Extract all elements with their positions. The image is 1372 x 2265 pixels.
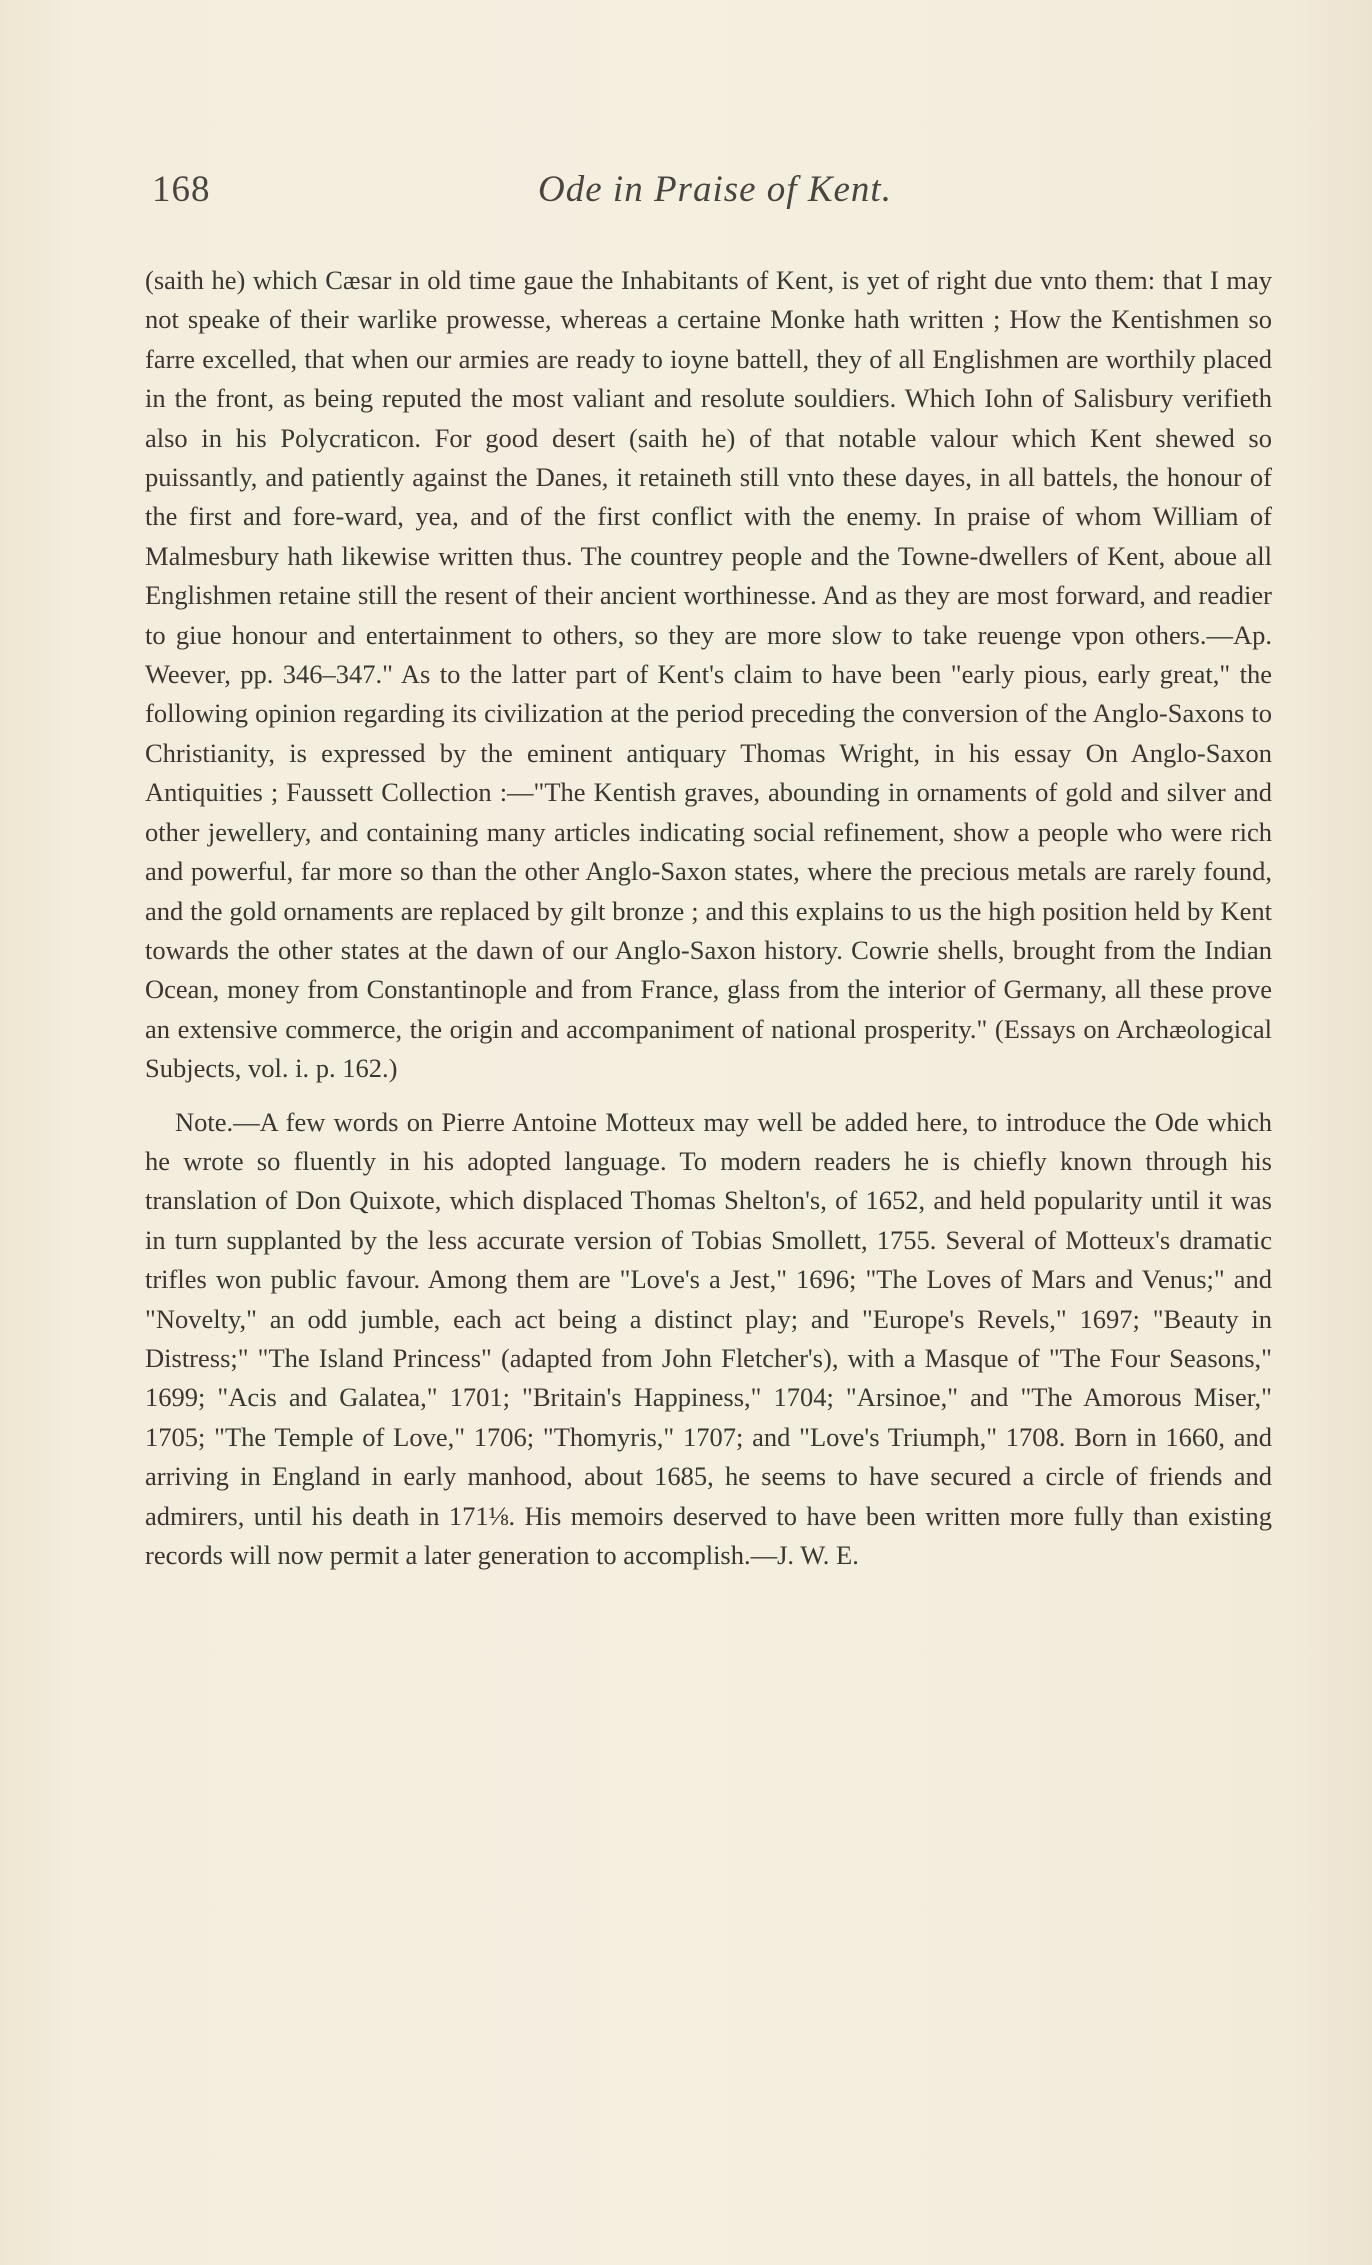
body-text [145, 261, 1272, 1575]
page-number: 168 [152, 169, 211, 210]
page-header [152, 168, 1278, 224]
running-title: Ode in Praise of Kent. [538, 169, 892, 210]
note-paragraph: Note.—A few words on Pierre Antoine Motteux may well be added here, to introduce the Ode which he wrote so fluently in his adopted language. To modern readers he is chiefly known through his translation of Don Quixote, which displaced Thomas Shelton's, of 1652, and held popularity until it was in turn supplanted by the less accurate version of Tobias Smollett, 1755. Several of Motteux's dramatic trifles won public favour. Among them are "Love's a Jest," 1696; "The Loves of Mars and Venus;" and "Novelty," an odd jumble, each act being a distinct play; and "Europe's Revels," 1697; "Beauty in Distress;" "The Island Princess" (adapted from John Fletcher's), with a Masque of "The Four Seasons," 1699; "Acis and Galatea," 1701; "Britain's Happiness," 1704; "Arsinoe," and "The Amorous Miser," 1705; "The Temple of Love," 1706; "Thomyris," 1707; and "Love's Triumph," 1708. Born in 1660, and arriving in England in early manhood, about 1685, he seems to have secured a circle of friends and admirers, until his death in 171⅛. His memoirs deserved to have been written more fully than existing records will now permit a later generation to accomplish.—J. W. E. [145, 1106, 1272, 1570]
paragraph-1: (saith he) which Cæsar in old time gaue the Inhabitants of Kent, is yet of right due vnto them: that I may not speake of their warlike prowesse, whereas a certaine Monke hath written ; How the Kentishmen so farre excelled, that when our armies are ready to ioyne battell, they of all Englishmen are worthily placed in the front, as being reputed the most valiant and resolute souldiers. Which Iohn of Salisbury verifieth also in his Polycraticon. For good desert (saith he) of that notable valour which Kent shewed so puissantly, and patiently against the Danes, it retaineth still vnto these dayes, in all battels, the honour of the first and fore-ward, yea, and of the first conflict with the enemy. In praise of whom William of Malmesbury hath likewise written thus. The countrey people and the Towne-dwellers of Kent, aboue all Englishmen retaine still the resent of their ancient worthinesse. And as they are most forward, and readier to giue honour and entertainment to others, so they are more slow to take reuenge vpon others.—Ap. Weever, pp. 346–347." As to the latter part of Kent's claim to have been "early pious, early great," the following opinion regarding its civilization at the period preceding the conversion of the Anglo-Saxons to Christianity, is expressed by the eminent antiquary Thomas Wright, in his essay On Anglo-Saxon Antiquities ; Faussett Collection :—"The Kentish graves, abounding in ornaments of gold and silver and other jewellery, and containing many articles indicating social refinement, show a people who were rich and powerful, far more so than the other Anglo-Saxon states, where the precious metals are rarely found, and the gold ornaments are replaced by gilt bronze ; and this explains to us the high position held by Kent towards the other states at the dawn of our Anglo-Saxon history. Cowrie shells, brought from the Indian Ocean, money from Constantinople and from France, glass from the interior of Germany, all these prove an extensive commerce, the origin and accompaniment of national prosperity." (Essays on Archæological Subjects, vol. i. p. 162.) [145, 265, 1272, 1084]
